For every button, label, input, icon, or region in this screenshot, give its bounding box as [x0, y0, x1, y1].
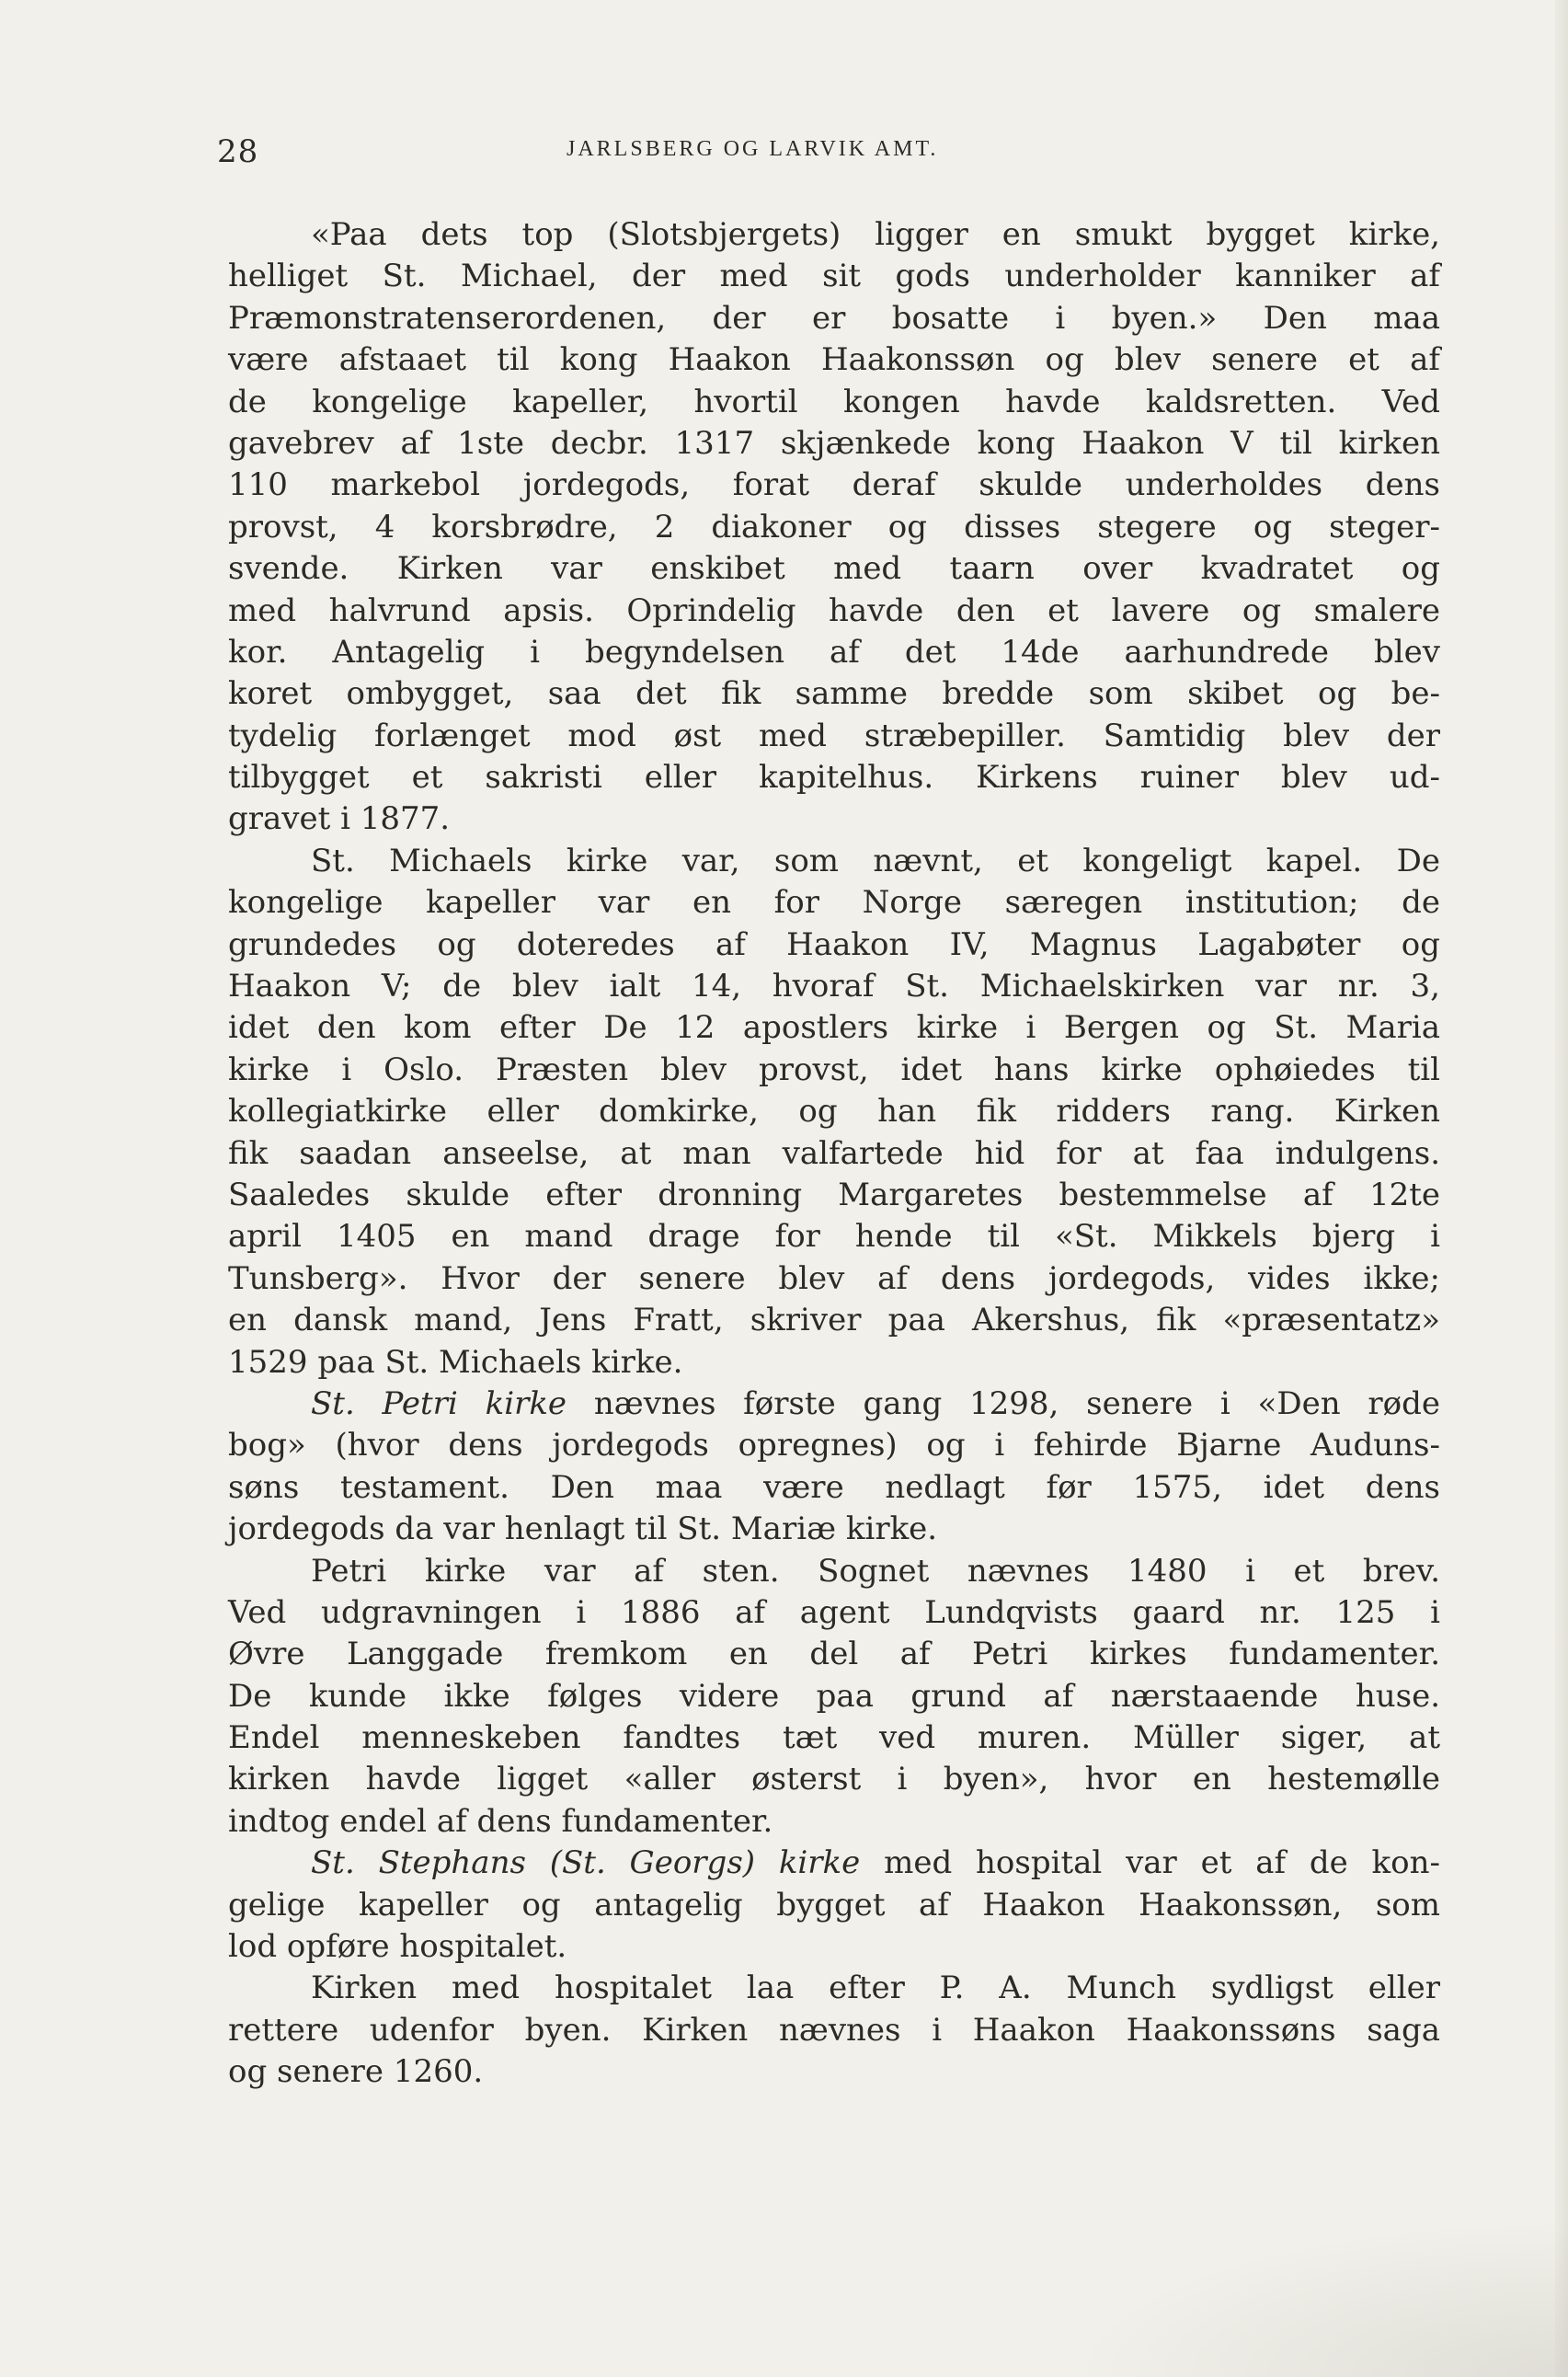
text-line: kirken havde ligget «aller østerst i byen», hvor en hestemølle	[228, 1761, 1440, 1798]
text-line: Endel menneskeben fandtes tæt ved muren. Müller siger, at	[228, 1719, 1440, 1757]
page-corner-shadow	[1071, 2221, 1568, 2377]
text-line: Haakon V; de blev ialt 14, hvoraf St. Michaelskirken var nr. 3,	[228, 968, 1440, 1005]
text-line: kirke i Oslo. Præsten blev provst, idet hans kirke ophøiedes til	[228, 1051, 1440, 1088]
text-line: provst, 4 korsbrødre, 2 diakoner og disses stegere og steger-	[228, 508, 1440, 545]
text-line: 110 markebol jordegods, forat deraf skulde underholdes dens	[228, 466, 1440, 504]
running-title: JARLSBERG OG LARVIK AMT.	[567, 137, 939, 161]
text-line: kongelige kapeller var en for Norge særegen institution; de	[228, 884, 1440, 922]
text-line: kollegiatkirke eller domkirke, og han fik ridders rang. Kirken	[228, 1093, 1440, 1131]
page-number: 28	[217, 133, 259, 170]
text-line: en dansk mand, Jens Fratt, skriver paa Akershus, fik «præsentatz»	[228, 1302, 1440, 1339]
text-line-petri	[228, 1384, 1440, 1425]
text-line: rettere udenfor byen. Kirken nævnes i Haakon Haakonssøns saga	[228, 2011, 1440, 2049]
text-line: fik saadan anseelse, at man valfartede hid for at faa indulgens.	[228, 1134, 1440, 1172]
text-line: Saaledes skulde efter dronning Margaretes bestemmelse af 12te	[228, 1176, 1440, 1213]
text-line: Øvre Langgade fremkom en del af Petri kirkes fundamenter.	[228, 1636, 1440, 1673]
text-line: svende. Kirken var enskibet med taarn over kvadratet og	[228, 550, 1440, 588]
text-line: idet den kom efter De 12 apostlers kirke i Bergen og St. Maria	[228, 1009, 1440, 1047]
text-line: være afstaaet til kong Haakon Haakonssøn og blev senere et af	[228, 341, 1440, 379]
text-line: De kunde ikke følges videre paa grund af nærstaaende huse.	[228, 1677, 1440, 1715]
text-line: koret ombygget, saa det fik samme bredde som skibet og be-	[228, 675, 1440, 713]
petri-kirke-heading: St. Petri kirke	[311, 1384, 567, 1422]
text-line: tilbygget et sakristi eller kapitelhus. Kirkens ruiner blev ud-	[228, 759, 1440, 797]
page-header	[217, 133, 1440, 179]
text-line: 1529 paa St. Michaels kirke.	[228, 1343, 683, 1381]
text-line: bog» (hvor dens jordegods opregnes) og i fehirde Bjarne Auduns-	[228, 1427, 1440, 1464]
body-text	[228, 214, 1440, 2094]
stephans-kirke-heading: St. Stephans (St. Georgs) kirke	[311, 1844, 861, 1882]
text-line: lod opføre hospitalet.	[228, 1928, 567, 1966]
text-line: jordegods da var henlagt til St. Mariæ kirke.	[228, 1510, 938, 1548]
text-line: indtog endel af dens fundamenter.	[228, 1802, 773, 1840]
text-line: Tunsberg». Hvor der senere blev af dens jordegods, vides ikke;	[228, 1259, 1440, 1297]
text-line: «Paa dets top (Slotsbjergets) ligger en smukt bygget kirke,	[311, 216, 1440, 253]
text-line: Kirken med hospitalet laa efter P. A. Munch sydligst eller	[311, 1969, 1440, 2007]
text-line: april 1405 en mand drage for hende til «St. Mikkels bjerg i	[228, 1218, 1440, 1256]
page-edge	[1555, 0, 1568, 2377]
text-line: gelige kapeller og antagelig bygget af Haakon Haakonssøn, som	[228, 1886, 1440, 1923]
text-line: de kongelige kapeller, hvortil kongen havde kaldsretten. Ved	[228, 383, 1440, 420]
text-line-stephans-rest: med hospital var et af de kon-	[884, 1844, 1440, 1882]
text-line: St. Michaels kirke var, som nævnt, et kongeligt kapel. De	[311, 842, 1440, 879]
text-line: Præmonstratenserordenen, der er bosatte i byen.» Den maa	[228, 299, 1440, 337]
text-line: gravet i 1877.	[228, 800, 451, 838]
text-line: søns testament. Den maa være nedlagt før 1575, idet dens	[228, 1468, 1440, 1506]
text-line: kor. Antagelig i begyndelsen af det 14de aarhundrede blev	[228, 633, 1440, 671]
text-line: og senere 1260.	[228, 2053, 484, 2091]
text-line: tydelig forlænget mod øst med stræbepiller. Samtidig blev der	[228, 717, 1440, 754]
text-line-petri-rest: nævnes første gang 1298, senere i «Den røde	[593, 1384, 1441, 1422]
text-line-stephans	[228, 1843, 1440, 1884]
text-line: Petri kirke var af sten. Sognet nævnes 1480 i et brev.	[311, 1552, 1440, 1590]
text-line: gavebrev af 1ste decbr. 1317 skjænkede kong Haakon V til kirken	[228, 424, 1440, 462]
text-line: helliget St. Michael, der med sit gods underholder kanniker af	[228, 258, 1440, 295]
text-line: grundedes og doteredes af Haakon IV, Magnus Lagabøter og	[228, 925, 1440, 963]
text-line: Ved udgravningen i 1886 af agent Lundqvists gaard nr. 125 i	[228, 1593, 1440, 1631]
text-line: med halvrund apsis. Oprindelig havde den et lavere og smalere	[228, 591, 1440, 629]
